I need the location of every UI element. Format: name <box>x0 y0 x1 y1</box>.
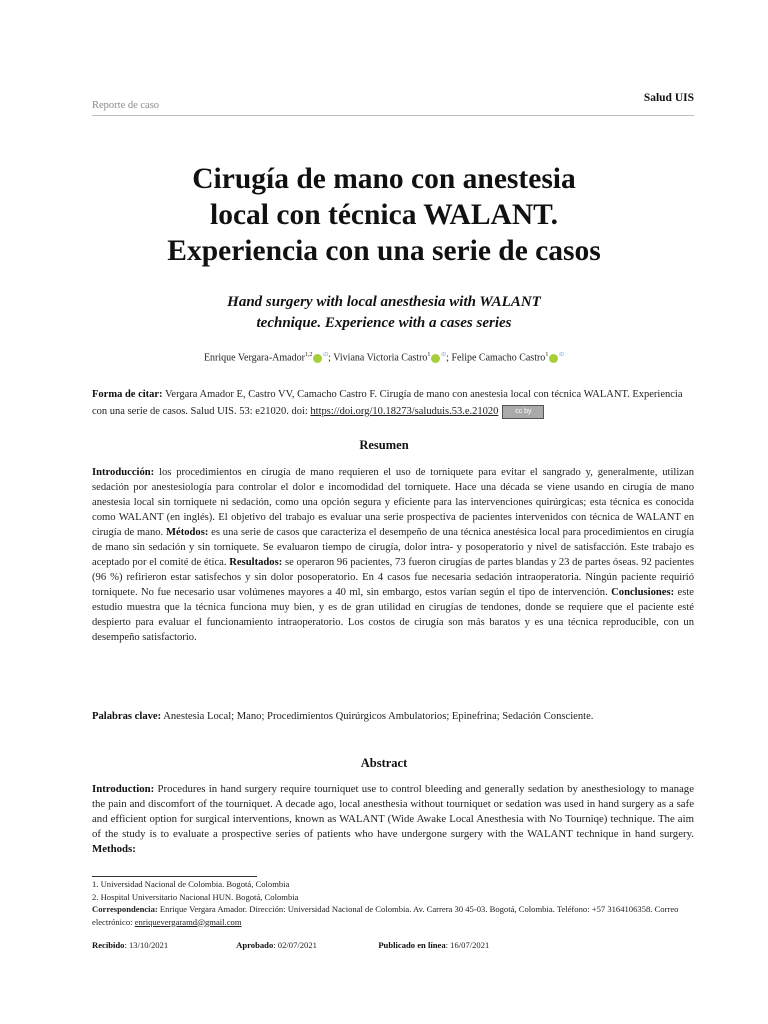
abstract-body <box>92 782 694 857</box>
results-text: se operaron 96 pacientes, 73 fueron cirugías de partes blandas y 23 de partes óseas. 92 pacientes (96 %) refirieron estar satisfechos y sin dolor posoperatorio. En 4 casos fue necesaria sedación intraoperatoria. Ningún paciente requirió torniquete. No fue necesario usar volúmenes mayores a 40 ml, sin embargo, estos varían según el tipo de intervención. <box>92 557 694 598</box>
approved-value: : 02/07/2021 <box>273 940 317 950</box>
article-title-spanish <box>60 161 708 269</box>
orcid-label: iD <box>559 352 565 358</box>
title-es-line: Experiencia con una serie de casos <box>167 235 601 267</box>
conclusions-text: este estudio muestra que la técnica funciona muy bien, y es de gran utilidad en cirugías de tendones, donde se requiere que el paciente esté despierto para evaluar el funcionamiento intraoperatorio. Los costos de cirugía son más baratos y es una técnica reproducible, con un desempeño satisfactorio. <box>92 587 694 643</box>
published-label: Publicado en línea <box>378 940 446 950</box>
orcid-icon[interactable] <box>549 354 558 363</box>
abstract-intro-text: Procedures in hand surgery require tourniquet use to control bleeding and generally sedation by anesthesiology to manage the pain and discomfort of the tourniquet. A decade ago, local anesthesia without tourniquet or sedation was used in hand surgery as a safe and efficient option for surgical interventions, known as WALANT (Wide Awake Local Anesthesia with No Tourniqe) technique. The aim of the study is to evaluate a prospective series of patients who have undergone surgery with the WALANT technique in hand surgery. <box>92 783 694 840</box>
publication-dates <box>92 940 692 950</box>
intro-text: los procedimientos en cirugía de mano requieren el uso de torniquete para evitar el sangrado y, generalmente, utilizan sedación por anestesiología para controlar el dolor e incomodidad del torniquete. Hace una década se viene usando en cirugía de mano anestesia local sin torniquete ni sedación, como una opción segura y eficiente para las intervenciones quirúrgicas; esta técnica es conocida como WALANT (en inglés). El objetivo del trabajo es evaluar una serie prospectiva de pacientes intervenidos con técnica de WALANT en cirugía de mano. <box>92 467 694 538</box>
methods-label: Métodos: <box>166 527 209 538</box>
resumen-heading: Resumen <box>359 438 409 452</box>
correspondence-label: Correspondencia: <box>92 904 158 914</box>
author-list <box>0 352 768 363</box>
report-type-label: Reporte de caso <box>92 100 160 111</box>
received-value: : 13/10/2021 <box>124 940 169 950</box>
citation-block <box>92 386 694 420</box>
orcid-icon[interactable] <box>431 354 440 363</box>
orcid-label: iD <box>441 352 447 358</box>
cc-license-icon[interactable]: cc by <box>502 405 544 419</box>
author-affiliation: 1 <box>427 352 431 358</box>
abstract-intro-label: Introduction: <box>92 783 155 795</box>
orcid-label: iD <box>323 352 329 358</box>
author-name: Enrique Vergara-Amador <box>203 352 305 364</box>
received-label: Recibido <box>92 940 125 950</box>
abstract-heading: Abstract <box>360 756 408 770</box>
author-affiliation: 1 <box>545 352 549 358</box>
author-separator: ; <box>328 352 334 364</box>
conclusions-label: Conclusiones: <box>611 587 675 598</box>
author-name: Felipe Camacho Castro <box>451 352 546 364</box>
title-en-line: Hand surgery with local anesthesia with WALANT <box>227 294 541 310</box>
keywords <box>92 709 694 724</box>
footnote-divider <box>92 876 257 877</box>
journal-name: Salud UIS <box>643 92 694 104</box>
correspondence <box>92 903 694 928</box>
title-es-line: local con técnica WALANT. <box>210 199 558 231</box>
resumen-body <box>92 465 694 645</box>
published-date <box>378 940 489 950</box>
author-name: Viviana Victoria Castro <box>333 352 428 364</box>
results-label: Resultados: <box>229 557 283 568</box>
methods-text: es una serie de casos que caracteriza el desempeño de una técnica anestésica local para procedimientos en cirugía de mano sin sedación y sin torniquete. Se evaluaron tiempo de cirugía, dolor intra- y posoperatorio y nivel de satisfacción. Este trabajo es aceptado por el comité de ética. <box>92 527 695 568</box>
affiliation-2: 2. Hospital Universitario Nacional HUN. Bogotá, Colombia <box>92 891 299 902</box>
keywords-text: Anestesia Local; Mano; Procedimientos Quirúrgicos Ambulatorios; Epinefrina; Sedación Consciente. <box>161 711 594 722</box>
email-link[interactable]: enriquevergaramd@gmail.com <box>134 916 242 927</box>
header-divider <box>92 115 694 116</box>
published-value: : 16/07/2021 <box>445 940 490 950</box>
affiliation-1: 1. Universidad Nacional de Colombia. Bogotá, Colombia <box>92 879 290 889</box>
footnotes <box>92 878 694 928</box>
title-es-line: Cirugía de mano con anestesia <box>192 163 576 195</box>
approved-label: Aprobado <box>236 940 274 950</box>
citation-text: Vergara Amador E, Castro VV, Camacho Castro F. Cirugía de mano con anestesia local con técnica WALANT. Experiencia con una serie de casos. Salud UIS. 53: e21020. doi: <box>92 389 683 417</box>
intro-label: Introducción: <box>92 467 155 478</box>
approved-date <box>236 940 376 950</box>
author-separator: ; <box>446 352 452 364</box>
title-en-line: technique. Experience with a cases series <box>256 315 512 331</box>
doi-link[interactable]: https://doi.org/10.18273/saluduis.53.e.21020 <box>310 406 499 417</box>
abstract-methods-label: Methods: <box>92 843 136 855</box>
orcid-icon[interactable] <box>313 354 322 363</box>
article-title-english <box>90 292 678 334</box>
keywords-label: Palabras clave: <box>92 711 162 722</box>
correspondence-text: Enrique Vergara Amador. Dirección: Universidad Nacional de Colombia. Av. Carrera 30 45-03. Bogotá, Colombia. Teléfono: +57 3164106358. Correo electrónico: <box>92 904 679 927</box>
author-affiliation: 1,2 <box>304 352 313 358</box>
citation-label: Forma de citar: <box>92 389 163 400</box>
received-date <box>92 940 234 950</box>
